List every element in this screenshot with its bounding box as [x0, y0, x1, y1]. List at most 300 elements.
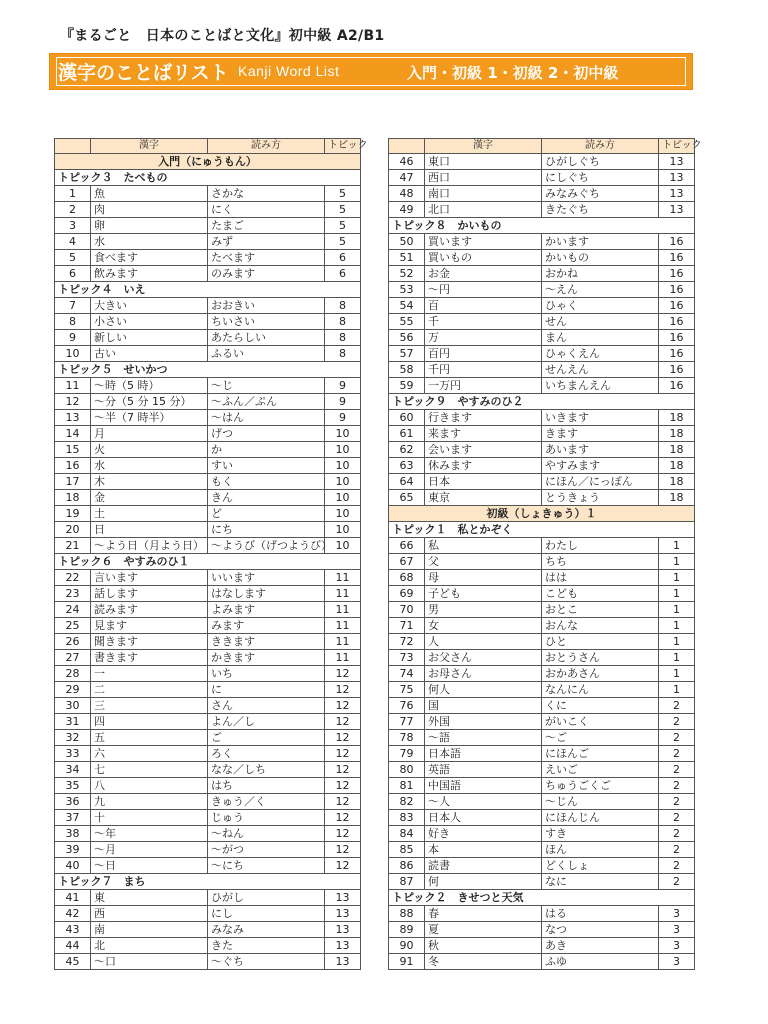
table-row: [389, 490, 695, 506]
word-topic: 18: [659, 442, 695, 458]
word-kanji: 読書: [425, 858, 542, 874]
word-reading: みます: [208, 618, 325, 634]
word-kanji: 国: [425, 698, 542, 714]
table-row: [389, 330, 695, 346]
book-title: 『まるごと 日本のことばと文化』初中級 A2/B1: [60, 28, 385, 44]
word-topic: 3: [659, 922, 695, 938]
word-kanji: 三: [91, 698, 208, 714]
table-row: [55, 570, 361, 586]
word-number: 60: [389, 410, 425, 426]
word-number: 88: [389, 906, 425, 922]
word-kanji: 六: [91, 746, 208, 762]
table-row: [389, 570, 695, 586]
word-topic: 12: [325, 698, 361, 714]
table-row: [55, 410, 361, 426]
word-reading: とうきょう: [542, 490, 659, 506]
word-number: 56: [389, 330, 425, 346]
word-topic: 2: [659, 714, 695, 730]
header-reading: 読み方: [208, 139, 325, 154]
table-row: [55, 730, 361, 746]
word-topic: 8: [325, 298, 361, 314]
table-row: [389, 714, 695, 730]
word-topic: 16: [659, 314, 695, 330]
word-reading: やすみます: [542, 458, 659, 474]
word-kanji: 千円: [425, 362, 542, 378]
word-number: 78: [389, 730, 425, 746]
table-row: [389, 234, 695, 250]
word-reading: ～はん: [208, 410, 325, 426]
word-topic: 5: [325, 234, 361, 250]
word-number: 70: [389, 602, 425, 618]
table-row: [389, 154, 695, 170]
word-reading: あき: [542, 938, 659, 954]
word-kanji: 会います: [425, 442, 542, 458]
word-reading: すき: [542, 826, 659, 842]
word-reading: おとうさん: [542, 650, 659, 666]
table-row: [55, 826, 361, 842]
word-number: 16: [55, 458, 91, 474]
word-reading: ふゆ: [542, 954, 659, 970]
word-topic: 1: [659, 650, 695, 666]
word-number: 52: [389, 266, 425, 282]
word-reading: おかね: [542, 266, 659, 282]
word-topic: 2: [659, 794, 695, 810]
word-reading: きん: [208, 490, 325, 506]
word-reading: せん: [542, 314, 659, 330]
word-topic: 12: [325, 682, 361, 698]
word-number: 54: [389, 298, 425, 314]
word-topic: 1: [659, 634, 695, 650]
word-reading: ふるい: [208, 346, 325, 362]
table-row: [55, 954, 361, 970]
word-reading: おとこ: [542, 602, 659, 618]
word-kanji: 何: [425, 874, 542, 890]
word-topic: 13: [659, 202, 695, 218]
word-number: 14: [55, 426, 91, 442]
word-reading: みなみぐち: [542, 186, 659, 202]
word-number: 25: [55, 618, 91, 634]
header-kanji: 漢字: [91, 139, 208, 154]
table-row: [389, 426, 695, 442]
word-number: 48: [389, 186, 425, 202]
kanji-table-left: [54, 138, 368, 970]
word-reading: よん／し: [208, 714, 325, 730]
table-row: [389, 746, 695, 762]
table-row: [55, 618, 361, 634]
word-kanji: 木: [91, 474, 208, 490]
word-number: 5: [55, 250, 91, 266]
word-number: 66: [389, 538, 425, 554]
topic-heading-row: [55, 874, 361, 890]
word-kanji: 食べます: [91, 250, 208, 266]
table-row: [389, 442, 695, 458]
word-reading: ひと: [542, 634, 659, 650]
word-kanji: 春: [425, 906, 542, 922]
word-kanji: 西口: [425, 170, 542, 186]
word-number: 49: [389, 202, 425, 218]
table-row: [389, 266, 695, 282]
word-reading: ききます: [208, 634, 325, 650]
word-kanji: 百円: [425, 346, 542, 362]
word-topic: 13: [659, 186, 695, 202]
table-row: [55, 298, 361, 314]
word-number: 46: [389, 154, 425, 170]
word-reading: げつ: [208, 426, 325, 442]
banner-title-en: Kanji Word List: [238, 63, 340, 79]
word-topic: 16: [659, 266, 695, 282]
word-reading: あいます: [542, 442, 659, 458]
header-reading: 読み方: [542, 139, 659, 154]
word-topic: 12: [325, 810, 361, 826]
word-reading: いち: [208, 666, 325, 682]
topic-heading: トピック７ まち: [55, 874, 361, 890]
word-kanji: 好き: [425, 826, 542, 842]
word-reading: ひゃくえん: [542, 346, 659, 362]
word-reading: きたぐち: [542, 202, 659, 218]
word-topic: 12: [325, 858, 361, 874]
word-reading: かきます: [208, 650, 325, 666]
word-topic: 10: [325, 490, 361, 506]
word-number: 7: [55, 298, 91, 314]
table-row: [389, 186, 695, 202]
word-number: 28: [55, 666, 91, 682]
word-number: 67: [389, 554, 425, 570]
banner-levels: 入門・初級 1・初級 2・初中級: [407, 64, 619, 82]
word-reading: ～ようび（げつようび）: [208, 538, 325, 554]
word-number: 12: [55, 394, 91, 410]
word-kanji: 休みます: [425, 458, 542, 474]
word-kanji: 九: [91, 794, 208, 810]
word-number: 36: [55, 794, 91, 810]
table-row: [389, 778, 695, 794]
word-reading: か: [208, 442, 325, 458]
topic-heading: トピック６ やすみのひ１: [55, 554, 361, 570]
word-topic: 2: [659, 858, 695, 874]
table-row: [389, 906, 695, 922]
table-row: [55, 634, 361, 650]
word-kanji: 日本: [425, 474, 542, 490]
table-row: [55, 266, 361, 282]
table-row: [389, 602, 695, 618]
word-kanji: 八: [91, 778, 208, 794]
word-reading: よみます: [208, 602, 325, 618]
word-kanji: 南: [91, 922, 208, 938]
word-reading: もく: [208, 474, 325, 490]
word-kanji: お金: [425, 266, 542, 282]
table-row: [55, 906, 361, 922]
topic-heading-row: [389, 394, 695, 410]
word-number: 72: [389, 634, 425, 650]
word-number: 22: [55, 570, 91, 586]
word-reading: いきます: [542, 410, 659, 426]
word-topic: 6: [325, 250, 361, 266]
topic-heading-row: [389, 522, 695, 538]
word-number: 75: [389, 682, 425, 698]
word-reading: ちち: [542, 554, 659, 570]
table-header-row: [55, 139, 361, 154]
table-row: [55, 202, 361, 218]
word-reading: ～ぐち: [208, 954, 325, 970]
word-reading: きます: [542, 426, 659, 442]
word-kanji: 夏: [425, 922, 542, 938]
table-row: [55, 842, 361, 858]
word-kanji: 女: [425, 618, 542, 634]
word-kanji: 東口: [425, 154, 542, 170]
word-topic: 18: [659, 426, 695, 442]
word-kanji: 言います: [91, 570, 208, 586]
word-number: 32: [55, 730, 91, 746]
word-topic: 16: [659, 330, 695, 346]
word-topic: 12: [325, 778, 361, 794]
word-topic: 16: [659, 378, 695, 394]
word-kanji: 二: [91, 682, 208, 698]
word-kanji: 卵: [91, 218, 208, 234]
word-number: 3: [55, 218, 91, 234]
word-kanji: 大きい: [91, 298, 208, 314]
table-row: [55, 234, 361, 250]
table-row: [389, 842, 695, 858]
table-row: [389, 874, 695, 890]
word-kanji: 中国語: [425, 778, 542, 794]
word-reading: こども: [542, 586, 659, 602]
topic-heading: トピック１ 私とかぞく: [389, 522, 695, 538]
table-row: [389, 922, 695, 938]
word-reading: にほんご: [542, 746, 659, 762]
word-topic: 10: [325, 458, 361, 474]
word-reading: たべます: [208, 250, 325, 266]
table-row: [55, 394, 361, 410]
word-number: 4: [55, 234, 91, 250]
word-topic: 12: [325, 714, 361, 730]
topic-heading-row: [389, 890, 695, 906]
word-number: 53: [389, 282, 425, 298]
table-row: [389, 618, 695, 634]
word-reading: じゅう: [208, 810, 325, 826]
word-topic: 10: [325, 506, 361, 522]
word-reading: なな／しち: [208, 762, 325, 778]
word-kanji: 日本語: [425, 746, 542, 762]
level-heading-row: [55, 154, 361, 170]
word-topic: 10: [325, 426, 361, 442]
table-row: [55, 426, 361, 442]
table-row: [389, 474, 695, 490]
word-topic: 16: [659, 362, 695, 378]
word-reading: のみます: [208, 266, 325, 282]
word-kanji: 冬: [425, 954, 542, 970]
word-reading: ～にち: [208, 858, 325, 874]
word-kanji: 人: [425, 634, 542, 650]
word-reading: たまご: [208, 218, 325, 234]
word-topic: 9: [325, 394, 361, 410]
word-topic: 12: [325, 762, 361, 778]
table-row: [55, 746, 361, 762]
word-reading: はは: [542, 570, 659, 586]
word-number: 13: [55, 410, 91, 426]
table-row: [55, 762, 361, 778]
table-row: [55, 698, 361, 714]
word-reading: にし: [208, 906, 325, 922]
word-topic: 13: [325, 938, 361, 954]
word-number: 45: [55, 954, 91, 970]
topic-heading-row: [55, 282, 361, 298]
table-row: [55, 346, 361, 362]
word-topic: 1: [659, 538, 695, 554]
word-kanji: 聞きます: [91, 634, 208, 650]
table-row: [389, 538, 695, 554]
word-reading: ～がつ: [208, 842, 325, 858]
word-kanji: ～よう日（月よう日）: [91, 538, 208, 554]
word-kanji: 本: [425, 842, 542, 858]
topic-heading: トピック４ いえ: [55, 282, 361, 298]
word-reading: ど: [208, 506, 325, 522]
word-topic: 9: [325, 410, 361, 426]
table-row: [389, 202, 695, 218]
word-number: 40: [55, 858, 91, 874]
word-reading: まん: [542, 330, 659, 346]
word-kanji: 金: [91, 490, 208, 506]
word-number: 64: [389, 474, 425, 490]
word-topic: 2: [659, 730, 695, 746]
word-number: 73: [389, 650, 425, 666]
word-topic: 11: [325, 586, 361, 602]
word-kanji: 水: [91, 458, 208, 474]
table-row: [389, 730, 695, 746]
word-kanji: 東京: [425, 490, 542, 506]
word-number: 44: [55, 938, 91, 954]
word-topic: 9: [325, 378, 361, 394]
table-row: [389, 938, 695, 954]
word-number: 82: [389, 794, 425, 810]
table-row: [55, 378, 361, 394]
table-row: [389, 762, 695, 778]
word-kanji: 火: [91, 442, 208, 458]
word-number: 87: [389, 874, 425, 890]
table-row: [55, 330, 361, 346]
word-topic: 5: [325, 202, 361, 218]
word-number: 57: [389, 346, 425, 362]
word-topic: 2: [659, 842, 695, 858]
word-topic: 2: [659, 762, 695, 778]
table-row: [55, 714, 361, 730]
word-topic: 12: [325, 746, 361, 762]
word-topic: 3: [659, 938, 695, 954]
word-topic: 8: [325, 314, 361, 330]
word-number: 84: [389, 826, 425, 842]
table-row: [389, 298, 695, 314]
word-reading: くに: [542, 698, 659, 714]
table-row: [55, 458, 361, 474]
word-reading: おおきい: [208, 298, 325, 314]
table-row: [389, 378, 695, 394]
word-kanji: 日本人: [425, 810, 542, 826]
word-reading: ～ふん／ぷん: [208, 394, 325, 410]
word-topic: 1: [659, 682, 695, 698]
word-number: 6: [55, 266, 91, 282]
word-reading: すい: [208, 458, 325, 474]
word-topic: 6: [325, 266, 361, 282]
word-kanji: ～月: [91, 842, 208, 858]
word-topic: 13: [325, 906, 361, 922]
word-number: 65: [389, 490, 425, 506]
word-kanji: 土: [91, 506, 208, 522]
word-topic: 2: [659, 826, 695, 842]
word-reading: ちいさい: [208, 314, 325, 330]
word-topic: 1: [659, 618, 695, 634]
word-topic: 16: [659, 346, 695, 362]
word-kanji: 西: [91, 906, 208, 922]
word-kanji: 月: [91, 426, 208, 442]
word-kanji: 外国: [425, 714, 542, 730]
word-topic: 1: [659, 586, 695, 602]
word-topic: 12: [325, 730, 361, 746]
table-row: [55, 506, 361, 522]
word-kanji: 日: [91, 522, 208, 538]
word-topic: 2: [659, 874, 695, 890]
table-row: [55, 810, 361, 826]
word-number: 39: [55, 842, 91, 858]
word-kanji: ～年: [91, 826, 208, 842]
word-kanji: 秋: [425, 938, 542, 954]
word-reading: おんな: [542, 618, 659, 634]
word-number: 17: [55, 474, 91, 490]
word-kanji: 四: [91, 714, 208, 730]
word-reading: にく: [208, 202, 325, 218]
word-kanji: 七: [91, 762, 208, 778]
word-topic: 18: [659, 474, 695, 490]
word-kanji: 肉: [91, 202, 208, 218]
topic-heading: トピック８ かいもの: [389, 218, 695, 234]
word-topic: 18: [659, 490, 695, 506]
table-row: [55, 794, 361, 810]
word-reading: ～ねん: [208, 826, 325, 842]
word-reading: かいもの: [542, 250, 659, 266]
word-topic: 5: [325, 186, 361, 202]
word-number: 61: [389, 426, 425, 442]
table-row: [55, 602, 361, 618]
word-reading: おかあさん: [542, 666, 659, 682]
table-row: [55, 890, 361, 906]
word-number: 83: [389, 810, 425, 826]
word-reading: はち: [208, 778, 325, 794]
word-number: 20: [55, 522, 91, 538]
word-reading: にほん／にっぽん: [542, 474, 659, 490]
word-kanji: 子ども: [425, 586, 542, 602]
word-topic: 10: [325, 442, 361, 458]
word-number: 43: [55, 922, 91, 938]
word-number: 77: [389, 714, 425, 730]
table-row: [389, 282, 695, 298]
word-topic: 11: [325, 650, 361, 666]
word-kanji: 何人: [425, 682, 542, 698]
word-kanji: 一: [91, 666, 208, 682]
table-row: [55, 218, 361, 234]
word-reading: どくしょ: [542, 858, 659, 874]
word-reading: せんえん: [542, 362, 659, 378]
word-reading: にほんじん: [542, 810, 659, 826]
word-kanji: 魚: [91, 186, 208, 202]
word-reading: はる: [542, 906, 659, 922]
word-topic: 11: [325, 618, 361, 634]
word-topic: 8: [325, 346, 361, 362]
table-row: [55, 778, 361, 794]
table-row: [389, 682, 695, 698]
table-row: [389, 554, 695, 570]
word-number: 33: [55, 746, 91, 762]
word-kanji: 南口: [425, 186, 542, 202]
table-row: [389, 858, 695, 874]
word-number: 11: [55, 378, 91, 394]
word-number: 47: [389, 170, 425, 186]
